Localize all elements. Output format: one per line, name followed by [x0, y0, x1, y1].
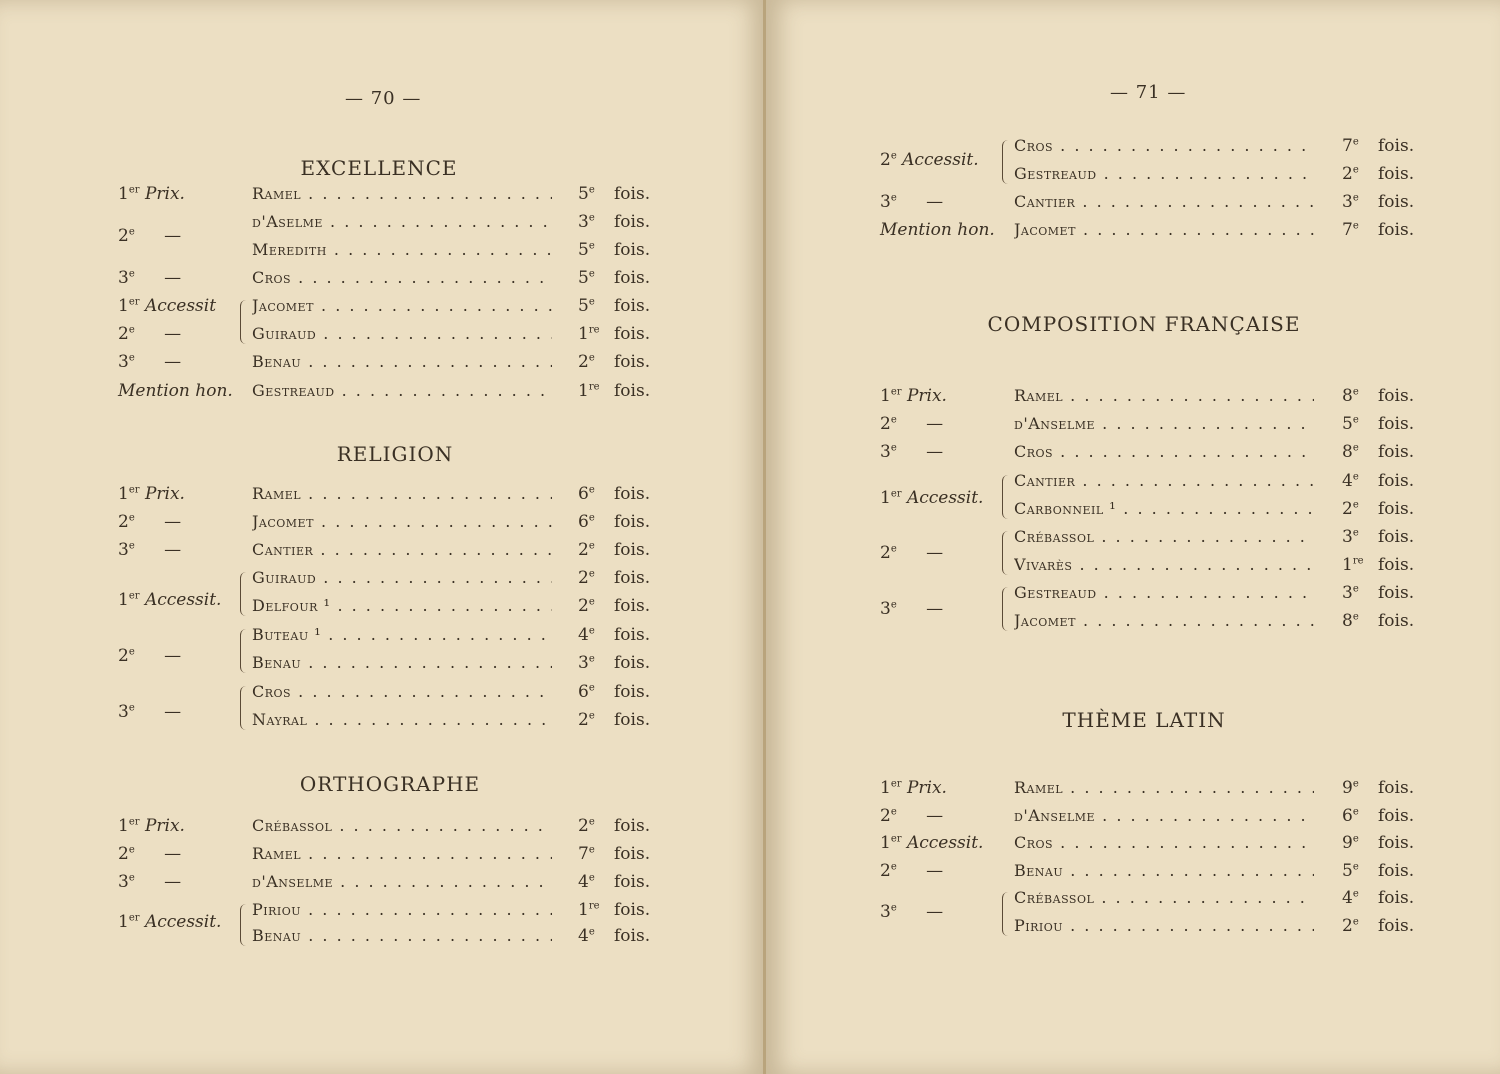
laureate-name: Crébassol . . .: [1014, 888, 1314, 907]
times-unit: fois.: [614, 268, 651, 288]
laureate-name: d'Anselme . . .: [1014, 414, 1314, 433]
times-unit: fois.: [614, 484, 651, 504]
laureate-name: Gestreaud . . .: [252, 381, 552, 400]
times-unit: fois.: [1378, 611, 1415, 631]
times-unit: fois.: [1378, 442, 1415, 462]
rank-label: 3e —: [118, 540, 182, 560]
laureate-name: d'Anselme . . .: [1014, 806, 1314, 825]
rank-label: 3e —: [118, 268, 182, 288]
list-item: [0, 512, 720, 540]
list-item: [0, 646, 720, 681]
list-item: [766, 778, 1486, 806]
rank-label: Mention hon.: [118, 381, 233, 401]
laureate-name: Meredith . . .: [252, 240, 552, 259]
rank-label: 3e —: [880, 442, 944, 462]
times-count: 2e: [578, 568, 595, 588]
list-item: [0, 226, 720, 268]
rank-label: 2e —: [118, 324, 182, 344]
times-count: 1re: [578, 900, 600, 920]
times-count: 3e: [1342, 527, 1359, 547]
times-unit: fois.: [614, 926, 651, 946]
list-item: [766, 488, 1486, 527]
list-item: [766, 583, 1486, 611]
times-count: 4e: [578, 926, 595, 946]
times-count: 6e: [578, 512, 595, 532]
times-unit: fois.: [1378, 916, 1415, 936]
times-unit: fois.: [614, 240, 651, 260]
rank-label: 1er Prix.: [118, 484, 185, 504]
times-unit: fois.: [1378, 833, 1415, 853]
times-count: 5e: [578, 296, 595, 316]
laureate-name: Gestreaud . . .: [1014, 164, 1314, 183]
laureate-name: Crébassol . . .: [1014, 527, 1314, 546]
times-unit: fois.: [614, 324, 651, 344]
times-unit: fois.: [614, 212, 651, 232]
laureate-name: Ramel . . .: [252, 184, 552, 203]
times-unit: fois.: [614, 568, 651, 588]
times-count: 8e: [1342, 611, 1359, 631]
brace-icon: [1002, 475, 1011, 519]
times-unit: fois.: [614, 512, 651, 532]
rank-label: 2e —: [880, 806, 944, 826]
times-unit: fois.: [614, 296, 651, 316]
list-item: [766, 527, 1486, 555]
times-count: 3e: [578, 212, 595, 232]
list-item: [0, 212, 720, 240]
brace-icon: [1002, 531, 1011, 575]
times-count: 2e: [1342, 164, 1359, 184]
times-count: 1re: [578, 381, 600, 401]
times-count: 6e: [578, 484, 595, 504]
times-count: 7e: [578, 844, 595, 864]
laureate-name: Jacomet . . .: [252, 512, 552, 531]
list-item: [0, 381, 720, 409]
list-item: [766, 543, 1486, 583]
list-item: [766, 888, 1486, 916]
times-count: 2e: [578, 596, 595, 616]
list-item: [0, 268, 720, 296]
laureate-name: Crébassol . . .: [252, 816, 552, 835]
times-count: 8e: [1342, 386, 1359, 406]
times-count: 2e: [1342, 916, 1359, 936]
laureate-name: Benau . . .: [252, 352, 552, 371]
times-unit: fois.: [614, 184, 651, 204]
times-unit: fois.: [614, 381, 651, 401]
times-unit: fois.: [1378, 471, 1415, 491]
times-count: 4e: [1342, 471, 1359, 491]
section-title-orthographe: ORTHOGRAPHE: [299, 772, 481, 796]
list-item: [766, 902, 1486, 944]
list-item: [766, 150, 1486, 192]
times-count: 6e: [1342, 806, 1359, 826]
rank-label: 3e —: [118, 352, 182, 372]
laureate-name: Ramel . . .: [252, 484, 552, 503]
times-unit: fois.: [614, 710, 651, 730]
times-unit: fois.: [1378, 499, 1415, 519]
times-count: 9e: [1342, 778, 1359, 798]
laureate-name: Piriou . . .: [252, 900, 552, 919]
rank-label: 3e —: [118, 872, 182, 892]
right-page: [766, 0, 1500, 1074]
section-title-excellence: EXCELLENCE: [300, 156, 458, 180]
rank-label: Mention hon.: [880, 220, 995, 240]
list-item: [0, 296, 720, 324]
times-count: 4e: [578, 625, 595, 645]
times-count: 2e: [578, 816, 595, 836]
times-count: 3e: [578, 653, 595, 673]
rank-label: 1er Accessit.: [118, 912, 222, 932]
section-title-theme-latin: THÈME LATIN: [1062, 708, 1226, 732]
times-unit: fois.: [614, 816, 651, 836]
laureate-name: Ramel . . .: [1014, 778, 1314, 797]
list-item: [766, 806, 1486, 834]
laureate-name: Vivarès . . .: [1014, 555, 1314, 574]
page-number-left: — 70 —: [345, 88, 422, 109]
times-count: 4e: [1342, 888, 1359, 908]
laureate-name: Ramel . . .: [252, 844, 552, 863]
laureate-name: Cros . . .: [1014, 136, 1314, 155]
rank-label: 2e Accessit.: [880, 150, 979, 170]
times-unit: fois.: [614, 352, 651, 372]
list-item: [0, 702, 720, 738]
laureate-name: Cantier . . .: [1014, 471, 1314, 490]
list-item: [766, 861, 1486, 889]
laureate-name: Jacomet . . .: [252, 296, 552, 315]
laureate-name: Cros . . .: [252, 682, 552, 701]
times-unit: fois.: [1378, 861, 1415, 881]
laureate-name: Guiraud . . .: [252, 568, 552, 587]
list-item: [766, 220, 1486, 248]
brace-icon: [240, 629, 249, 673]
brace-icon: [240, 300, 249, 344]
times-count: 5e: [578, 268, 595, 288]
page-number-right: — 71 —: [1110, 82, 1187, 103]
rank-label: 3e —: [880, 599, 944, 619]
brace-icon: [1002, 892, 1011, 936]
brace-icon: [240, 904, 249, 946]
times-count: 7e: [1342, 136, 1359, 156]
list-item: [0, 590, 720, 624]
laureate-name: Carbonneil ¹ . . .: [1014, 499, 1314, 518]
list-item: [0, 352, 720, 380]
times-count: 2e: [578, 540, 595, 560]
rank-label: 1er Accessit.: [880, 833, 984, 853]
times-count: 5e: [578, 240, 595, 260]
times-unit: fois.: [1378, 527, 1415, 547]
rank-label: 2e —: [118, 646, 182, 666]
brace-icon: [1002, 140, 1011, 184]
section-title-composition-francaise: COMPOSITION FRANÇAISE: [987, 312, 1301, 336]
times-count: 5e: [578, 184, 595, 204]
times-unit: fois.: [614, 872, 651, 892]
times-unit: fois.: [1378, 220, 1415, 240]
times-count: 9e: [1342, 833, 1359, 853]
list-item: [0, 912, 720, 954]
times-unit: fois.: [1378, 778, 1415, 798]
list-item: [766, 599, 1486, 639]
rank-label: 2e —: [118, 844, 182, 864]
laureate-name: Jacomet . . .: [1014, 611, 1314, 630]
list-item: [0, 682, 720, 710]
list-item: [0, 568, 720, 596]
list-item: [0, 625, 720, 653]
laureate-name: d'Anselme . . .: [252, 872, 552, 891]
times-unit: fois.: [614, 653, 651, 673]
rank-label: 2e —: [118, 226, 182, 246]
brace-icon: [240, 572, 249, 616]
list-item: [0, 540, 720, 568]
times-unit: fois.: [614, 540, 651, 560]
times-count: 2e: [578, 710, 595, 730]
times-count: 1re: [578, 324, 600, 344]
list-item: [0, 484, 720, 512]
laureate-name: Jacomet . . .: [1014, 220, 1314, 239]
times-count: 2e: [578, 352, 595, 372]
times-unit: fois.: [614, 900, 651, 920]
rank-label: 1er Prix.: [118, 184, 185, 204]
times-count: 5e: [1342, 861, 1359, 881]
laureate-name: Cros . . .: [1014, 833, 1314, 852]
rank-label: 2e —: [880, 861, 944, 881]
list-item: [0, 844, 720, 872]
rank-label: 3e —: [880, 192, 944, 212]
rank-label: 1er Accessit.: [880, 488, 984, 508]
laureate-name: Benau . . .: [252, 653, 552, 672]
laureate-name: Ramel . . .: [1014, 386, 1314, 405]
list-item: [766, 442, 1486, 470]
laureate-name: Piriou . . .: [1014, 916, 1314, 935]
times-unit: fois.: [1378, 806, 1415, 826]
times-count: 6e: [578, 682, 595, 702]
list-item: [0, 324, 720, 352]
rank-label: 1er Prix.: [118, 816, 185, 836]
times-count: 1re: [1342, 555, 1364, 575]
list-item: [766, 386, 1486, 414]
laureate-name: Benau . . .: [252, 926, 552, 945]
laureate-name: Nayral . . .: [252, 710, 552, 729]
list-item: [766, 471, 1486, 499]
list-item: [0, 816, 720, 844]
times-count: 5e: [1342, 414, 1359, 434]
list-item: [766, 136, 1486, 164]
laureate-name: Cantier . . .: [1014, 192, 1314, 211]
list-item: [766, 192, 1486, 220]
times-unit: fois.: [1378, 888, 1415, 908]
laureate-name: Cantier . . .: [252, 540, 552, 559]
rank-label: 1er Prix.: [880, 778, 947, 798]
times-unit: fois.: [1378, 386, 1415, 406]
brace-icon: [240, 686, 249, 730]
brace-icon: [1002, 587, 1011, 631]
times-count: 8e: [1342, 442, 1359, 462]
times-unit: fois.: [1378, 136, 1415, 156]
laureate-name: Cros . . .: [1014, 442, 1314, 461]
laureate-name: Cros . . .: [252, 268, 552, 287]
list-item: [0, 872, 720, 900]
laureate-name: Guiraud . . .: [252, 324, 552, 343]
laureate-name: d'Aselme . . .: [252, 212, 552, 231]
laureate-name: Gestreaud . . .: [1014, 583, 1314, 602]
laureate-name: Benau . . .: [1014, 861, 1314, 880]
section-title-religion: RELIGION: [336, 442, 454, 466]
laureate-name: Buteau ¹ . . .: [252, 625, 552, 644]
list-item: [766, 833, 1486, 861]
times-count: 7e: [1342, 220, 1359, 240]
rank-label: 1er Prix.: [880, 386, 947, 406]
times-unit: fois.: [614, 596, 651, 616]
times-unit: fois.: [1378, 583, 1415, 603]
times-unit: fois.: [614, 844, 651, 864]
list-item: [0, 900, 720, 928]
times-count: 4e: [578, 872, 595, 892]
times-unit: fois.: [614, 682, 651, 702]
laureate-name: Delfour ¹ . . .: [252, 596, 552, 615]
times-unit: fois.: [1378, 555, 1415, 575]
times-unit: fois.: [1378, 164, 1415, 184]
times-count: 3e: [1342, 583, 1359, 603]
rank-label: 2e —: [880, 414, 944, 434]
rank-label: 2e —: [118, 512, 182, 532]
rank-label: 1er Accessit: [118, 296, 217, 316]
times-count: 2e: [1342, 499, 1359, 519]
times-unit: fois.: [614, 625, 651, 645]
times-unit: fois.: [1378, 414, 1415, 434]
times-unit: fois.: [1378, 192, 1415, 212]
list-item: [0, 184, 720, 212]
list-item: [766, 414, 1486, 442]
rank-label: 2e —: [880, 543, 944, 563]
times-count: 3e: [1342, 192, 1359, 212]
rank-label: 1er Accessit.: [118, 590, 222, 610]
rank-label: 3e —: [118, 702, 182, 722]
rank-label: 3e —: [880, 902, 944, 922]
